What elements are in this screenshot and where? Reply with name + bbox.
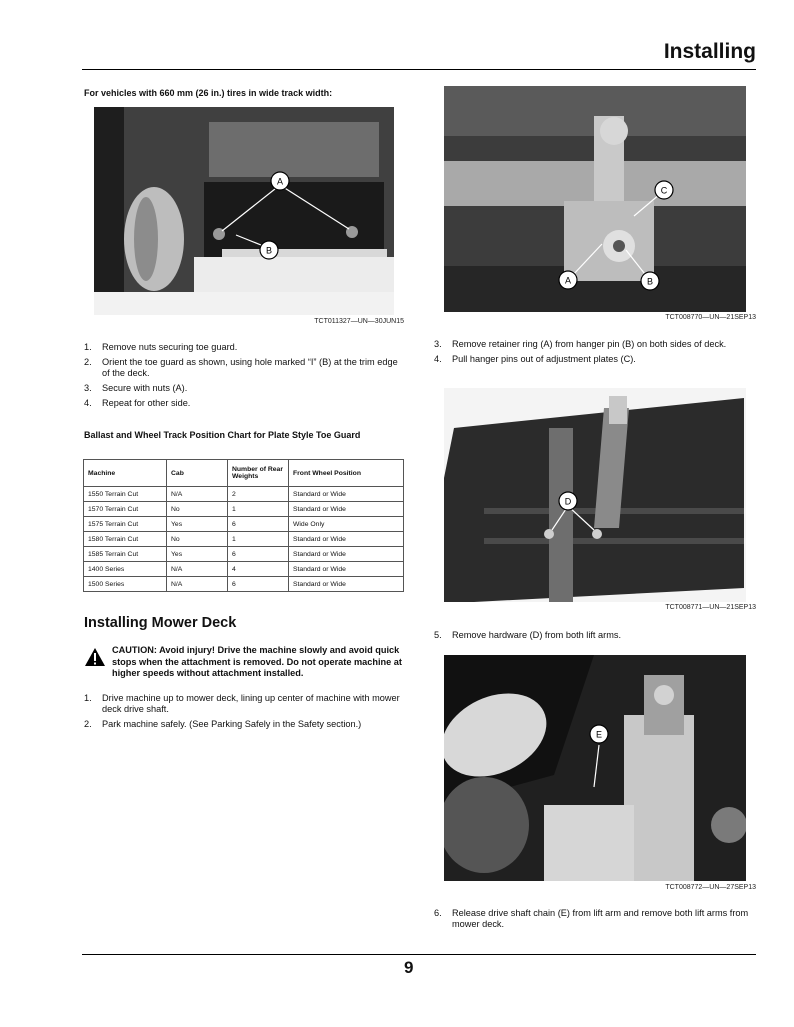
- column-header: Cab: [167, 460, 228, 487]
- install-deck-steps: [84, 693, 406, 734]
- table-row: 1580 Terrain Cut No 1 Standard or Wide: [84, 532, 404, 547]
- list-item: 1. Drive machine up to mower deck, lining up center of machine with mower deck drive shaft.: [84, 693, 400, 714]
- hanger-pin-figure: [444, 86, 746, 312]
- table-row: 1570 Terrain Cut No 1 Standard or Wide: [84, 502, 404, 517]
- list-item: 5. Remove hardware (D) from both lift arms.: [434, 630, 621, 640]
- toe-guard-figure: [94, 107, 394, 315]
- page-number: 9: [404, 958, 414, 977]
- list-item: 2. Orient the toe guard as shown, using hole marked “I” (B) at the trim edge of the deck.: [84, 357, 398, 378]
- callout-a: A: [276, 176, 284, 187]
- header-rule: [82, 69, 756, 70]
- callout-a: A: [564, 275, 572, 286]
- hardware-steps: [434, 630, 758, 645]
- table-row: 1550 Terrain Cut N/A 2 Standard or Wide: [84, 487, 404, 502]
- column-header: Machine: [84, 460, 167, 487]
- table-header-row: [84, 460, 404, 487]
- list-item: 6. Release drive shaft chain (E) from lift arm and remove both lift arms from mower deck.: [434, 908, 749, 929]
- column-header: Front Wheel Position: [289, 460, 404, 487]
- figure-id: TCT008771—UN—21SEP13: [665, 604, 756, 611]
- list-item: 2. Park machine safely. (See Parking Safely in the Safety section.): [84, 719, 362, 729]
- list-item: 3. Remove retainer ring (A) from hanger pin (B) on both sides of deck.: [434, 339, 727, 349]
- figure-id: TCT008772—UN—27SEP13: [665, 884, 756, 891]
- figure-id: TCT008770—UN—21SEP13: [665, 314, 756, 321]
- lift-arm-hardware-figure: [444, 388, 746, 602]
- ballast-chart-table: [83, 459, 404, 592]
- table-title: Ballast and Wheel Track Position Chart for Plate Style Toe Guard: [84, 430, 361, 440]
- list-item: 4. Pull hanger pins out of adjustment plates (C).: [434, 354, 636, 364]
- wide-track-subhead: For vehicles with 660 mm (26 in.) tires in wide track width:: [84, 88, 333, 98]
- footer-rule: [82, 954, 756, 955]
- column-header: Number of Rear Weights: [228, 460, 289, 487]
- callout-b: B: [646, 276, 654, 287]
- callout-d: D: [564, 496, 572, 507]
- table-row: 1585 Terrain Cut Yes 6 Standard or Wide: [84, 547, 404, 562]
- callout-e: E: [595, 729, 603, 740]
- caution-text: CAUTION: Avoid injury! Drive the machine slowly and avoid quick stops when the attachment is removed. Do not operate machine at higher speeds without attachment installed.: [112, 645, 402, 678]
- hanger-pin-steps: [434, 339, 758, 369]
- list-item: 1. Remove nuts securing toe guard.: [84, 342, 238, 352]
- callout-c: C: [660, 185, 668, 196]
- page-title: Installing: [663, 40, 756, 63]
- table-row: 1575 Terrain Cut Yes 6 Wide Only: [84, 517, 404, 532]
- figure-id: TCT011327—UN—30JUN15: [314, 318, 404, 325]
- list-item: 3. Secure with nuts (A).: [84, 383, 188, 393]
- list-item: 4. Repeat for other side.: [84, 398, 191, 408]
- drive-shaft-chain-figure: [444, 655, 746, 881]
- table-row: 1400 Series N/A 4 Standard or Wide: [84, 562, 404, 577]
- warning-icon: [84, 647, 106, 667]
- section-title: Installing Mower Deck: [84, 615, 237, 631]
- callout-b: B: [265, 245, 273, 256]
- chain-steps: [434, 908, 758, 934]
- toe-guard-steps: [84, 342, 406, 413]
- table-row: 1500 Series N/A 6 Standard or Wide: [84, 577, 404, 592]
